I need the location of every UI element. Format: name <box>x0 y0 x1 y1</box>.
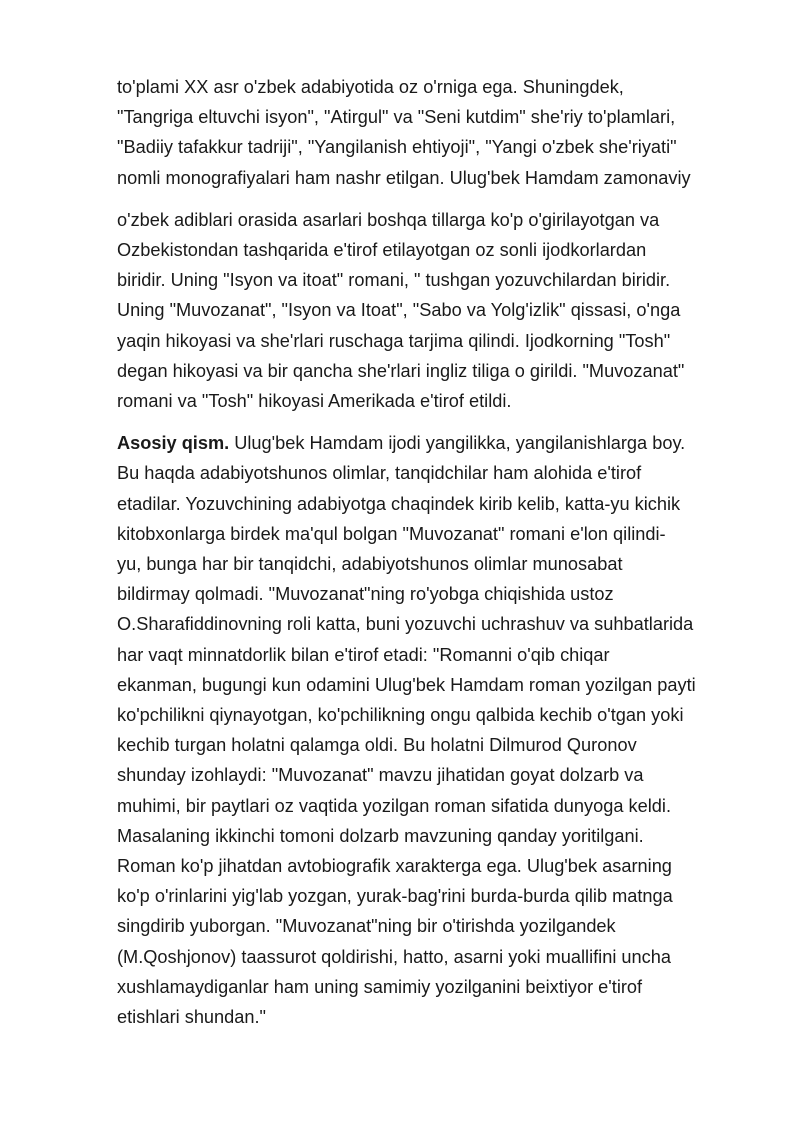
text-line: biridir. Uning "Isyon va itoat" romani, " tushgan yozuvchilardan biridir. <box>117 270 671 291</box>
text-line: nomli monografiyalari ham nashr etilgan. Ulug'bek Hamdam zamonaviy <box>117 167 691 188</box>
text-line: etishlari shundan." <box>117 1007 267 1028</box>
text-line: har vaqt minnatdorlik bilan e'tirof etadi: "Romanni o'qib chiqar <box>117 644 610 665</box>
text-line: (M.Qoshjonov) taassurot qoldirishi, hatto, asarni yoki muallifini uncha <box>117 946 671 967</box>
text-line: muhimi, bir paytlari oz vaqtida yozilgan roman sifatida dunyoga keldi. <box>117 795 671 816</box>
text-line: ko'p o'rinlarini yig'lab yozgan, yurak-bag'rini burda-burda qilib matnga <box>117 886 673 907</box>
text-line: ekanman, bugungi kun odamini Ulug'bek Hamdam roman yozilgan payti <box>117 674 696 695</box>
section-heading: Asosiy qism. <box>117 433 230 454</box>
text-line: bildirmay qolmadi. "Muvozanat"ning ro'yobga chiqishida ustoz <box>117 584 614 605</box>
text-line: etadilar. Yozuvchining adabiyotga chaqindek kirib kelib, katta-yu kichik <box>117 493 681 514</box>
document-page <box>117 72 732 1032</box>
text-line: yu, bunga har bir tanqidchi, adabiyotshunos olimlar munosabat <box>117 554 623 575</box>
text-line: Bu haqda adabiyotshunos olimlar, tanqidchilar ham alohida e'tirof <box>117 463 642 484</box>
text-line: "Tangriga eltuvchi isyon", "Atirgul" va "Seni kutdim" she'riy to'plamlari, <box>117 107 676 128</box>
text-line: yaqin hikoyasi va she'rlari ruschaga tarjima qilindi. Ijodkorning "Tosh" <box>117 330 671 351</box>
paragraph-main-part <box>117 428 732 1032</box>
text-line: to'plami XX asr o'zbek adabiyotida oz o'rniga ega. Shuningdek, <box>117 77 624 97</box>
text-line: romani va "Tosh" hikoyasi Amerikada e'tirof etildi. <box>117 391 512 412</box>
text-line: kechib turgan holatni qalamga oldi. Bu holatni Dilmurod Quronov <box>117 735 637 756</box>
text-line: o'zbek adiblari orasida asarlari boshqa tillarga ko'p o'girilayotgan va <box>117 209 660 230</box>
text-line: Roman ko'p jihatdan avtobiografik xarakterga ega. Ulug'bek asarning <box>117 856 672 877</box>
text-line: shunday izohlaydi: "Muvozanat" mavzu jihatidan goyat dolzarb va <box>117 765 644 786</box>
text-line: Ozbekistondan tashqarida e'tirof etilayotgan oz sonli ijodkorlardan <box>117 240 647 261</box>
text-line: O.Sharafiddinovning roli katta, buni yozuvchi uchrashuv va suhbatlarida <box>117 614 694 635</box>
text-line: kitobxonlarga birdek ma'qul bolgan "Muvozanat" romani e'lon qilindi- <box>117 523 666 544</box>
text-line: singdirib yuborgan. "Muvozanat"ning bir o'tirishda yozilgandek <box>117 916 616 937</box>
paragraph-intro-continuation <box>117 72 732 193</box>
text-fragment: Ulug'bek Hamdam ijodi yangilikka, yangilanishlarga boy. <box>229 433 686 454</box>
text-line: degan hikoyasi va bir qancha she'rlari ingliz tiliga o girildi. "Muvozanat" <box>117 360 685 381</box>
text-line: "Badiiy tafakkur tadriji", "Yangilanish ehtiyoji", "Yangi o'zbek she'riyati" <box>117 137 677 158</box>
paragraph-translations <box>117 205 732 416</box>
text-line: Uning "Muvozanat", "Isyon va Itoat", "Sabo va Yolg'izlik" qissasi, o'nga <box>117 300 681 321</box>
text-line: ko'pchilikni qiynayotgan, ko'pchilikning ongu qalbida kechib o'tgan yoki <box>117 705 684 726</box>
text-line: xushlamaydiganlar ham uning samimiy yozilganini beixtiyor e'tirof <box>117 976 643 997</box>
text-line: Masalaning ikkinchi tomoni dolzarb mavzuning qanday yoritilgani. <box>117 825 644 846</box>
text-line-first <box>117 428 732 458</box>
